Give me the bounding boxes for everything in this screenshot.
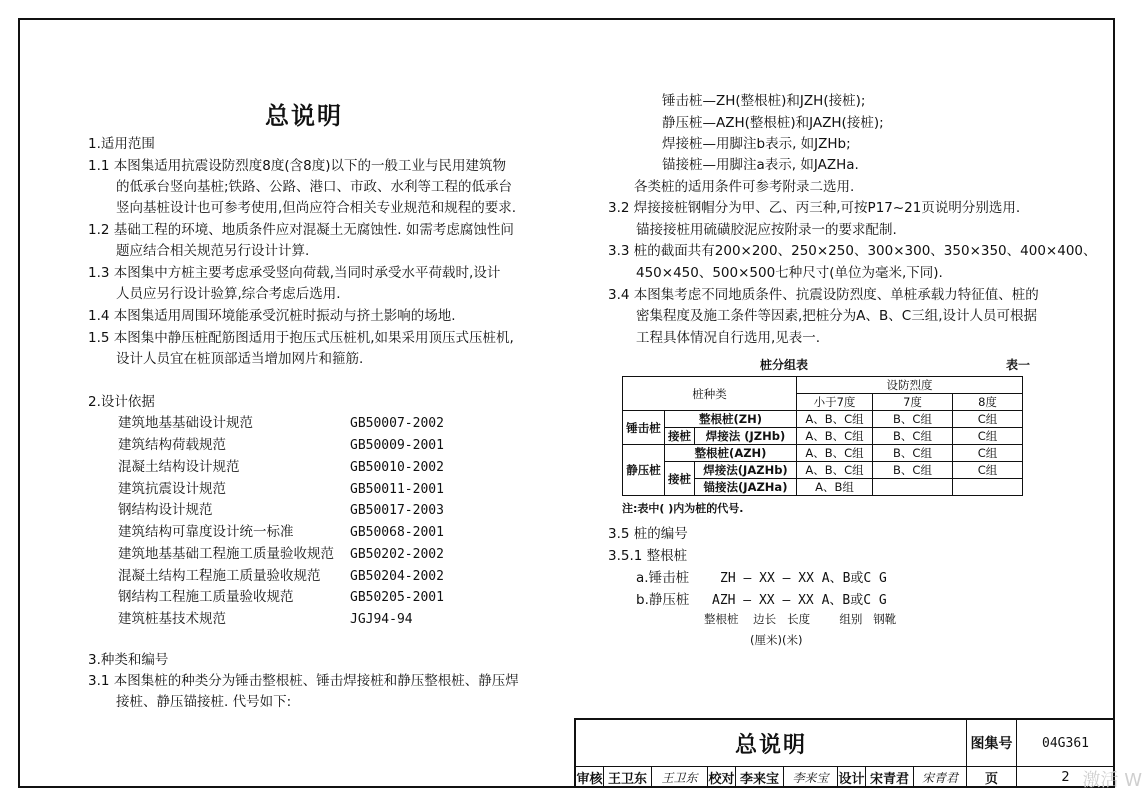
titleblock-title: 总说明 [576,720,967,767]
header-7: 7度 [873,394,953,411]
appendix-line: 各类桩的适用条件可参考附录二选用. [634,179,855,195]
header-8: 8度 [953,394,1023,411]
numbering-a-code: ZH — XX — XX A、B或C G [720,571,887,586]
review-label: 审核 [576,767,604,788]
design-name: 宋青君 [866,767,914,788]
clause-3-5: 3.5 桩的编号 [608,526,688,542]
cell: C组 [953,411,1023,428]
row-label: 整根桩(ZH) [665,411,797,428]
numbering-legend: 整根桩 边长 长度 组别 钢靴 [704,612,897,626]
section-1-line: 题应结合相关规范另行设计计算. [116,243,310,259]
activation-watermark: 激活 W [1082,770,1142,791]
section-3-line: 3.1 本图集桩的种类分为锤击整根桩、锤击焊接桩和静压整根桩、静压焊 [88,673,519,689]
title-block [574,718,1115,788]
check-label: 校对 [708,767,736,788]
clause-3-4: 3.4 本图集考虑不同地质条件、抗震设防烈度、单桩承载力特征值、桩的 [608,287,1039,303]
check-signature: 李来宝 [784,767,838,788]
page-title: 总说明 [265,102,343,130]
clause-3-4-cont: 密集程度及施工条件等因素,把桩分为A、B、C三组,设计人员可根据 [636,308,1038,324]
standard-name: 建筑桩基技术规范 [118,611,226,627]
numbering-b-label: b.静压桩 [636,592,690,608]
joint-label: 接桩 [665,462,695,496]
cell: B、C组 [873,462,953,479]
review-name: 王卫东 [604,767,652,788]
design-label: 设计 [838,767,866,788]
standard-name: 混凝土结构设计规范 [118,459,240,475]
numbering-a-label: a.锤击桩 [636,570,690,586]
page-label: 页 [967,767,1017,788]
row-label: 焊接法(JAZHb) [695,462,797,479]
cell: B、C组 [873,445,953,462]
section-1-line: 1.5 本图集中静压桩配筋图适用于抱压式压桩机,如果采用顶压式压桩机, [88,330,514,346]
section-2-heading: 2.设计依据 [88,394,155,410]
table-note: 注:表中( )内为桩的代号. [622,502,744,515]
design-signature: 宋青君 [914,767,967,788]
numbering-units: (厘米)(米) [750,633,803,647]
section-1-line: 的低承台竖向基桩;铁路、公路、港口、市政、水利等工程的低承台 [116,179,513,195]
standard-code: GB50202-2002 [350,547,444,562]
cell [953,479,1023,496]
cell: A、B、C组 [797,462,873,479]
standard-name: 混凝土结构工程施工质量验收规范 [118,568,321,584]
cell [873,479,953,496]
standard-code: GB50205-2001 [350,590,444,605]
review-signature: 王卫东 [652,767,708,788]
standard-name: 建筑地基基础设计规范 [118,415,253,431]
section-1-heading: 1.适用范围 [88,136,155,152]
header-intensity: 设防烈度 [797,377,1023,394]
header-lt7: 小于7度 [797,394,873,411]
code-line: 锤击桩—ZH(整根桩)和JZH(接桩); [662,93,866,109]
section-1-line: 1.3 本图集中方桩主要考虑承受竖向荷载,当同时承受水平荷载时,设计 [88,265,501,281]
cell: B、C组 [873,411,953,428]
section-3-heading: 3.种类和编号 [88,652,169,668]
standard-code: GB50010-2002 [350,460,444,475]
clause-3-2: 3.2 焊接接桩钢帽分为甲、乙、丙三种,可按P17~21页说明分别选用. [608,200,1021,216]
standard-name: 建筑抗震设计规范 [118,481,226,497]
standard-code: GB50204-2002 [350,569,444,584]
row-group-hammer: 锤击桩 [623,411,665,445]
standard-code: GB50068-2001 [350,525,444,540]
clause-3-2-cont: 锚接接桩用硫磺胶泥应按附录一的要求配制. [636,222,897,238]
row-label: 锚接法(JAZHa) [695,479,797,496]
check-name: 李来宝 [736,767,784,788]
cell: A、B、C组 [797,445,873,462]
standard-name: 建筑结构可靠度设计统一标准 [118,524,294,540]
cell: A、B组 [797,479,873,496]
clause-3-5-1: 3.5.1 整根桩 [608,548,688,564]
standard-code: GB50017-2003 [350,503,444,518]
clause-3-4-cont: 工程具体情况自行选用,见表一. [636,330,821,346]
joint-label: 接桩 [665,428,695,445]
clause-3-3: 3.3 桩的截面共有200×200、250×250、300×300、350×350、400×400、 [608,243,1097,259]
code-line: 焊接桩—用脚注b表示, 如JZHb; [662,136,851,152]
code-line: 锚接桩—用脚注a表示, 如JAZHa. [662,157,859,173]
standard-code: GB50009-2001 [350,438,444,453]
section-1-line: 设计人员宜在桩顶部适当增加网片和箍筋. [116,351,364,367]
standard-name: 建筑结构荷载规范 [118,437,226,453]
standard-name: 钢结构工程施工质量验收规范 [118,589,294,605]
table-number: 表一 [1006,358,1031,372]
section-1-line: 1.1 本图集适用抗震设防烈度8度(含8度)以下的一般工业与民用建筑物 [88,158,506,174]
page-number: 2 [1017,767,1115,788]
standard-code: GB50007-2002 [350,416,444,431]
table-title: 桩分组表 [760,358,809,372]
numbering-b-code: AZH — XX — XX A、B或C G [712,593,887,608]
cell: C组 [953,462,1023,479]
cell: C组 [953,428,1023,445]
row-group-static: 静压桩 [623,445,665,496]
section-1-line: 竖向基桩设计也可参考使用,但尚应符合相关专业规范和规程的要求. [116,200,517,216]
atlas-label: 图集号 [967,720,1017,767]
standard-code: GB50011-2001 [350,482,444,497]
cell: C组 [953,445,1023,462]
code-line: 静压桩—AZH(整根桩)和JAZH(接桩); [662,115,884,131]
atlas-number: 04G361 [1017,720,1115,767]
standard-code: JGJ94-94 [350,612,413,627]
section-1-line: 1.4 本图集适用周围环境能承受沉桩时振动与挤土影响的场地. [88,308,456,324]
section-1-line: 1.2 基础工程的环境、地质条件应对混凝土无腐蚀性. 如需考虑腐蚀性问 [88,222,514,238]
row-label: 整根桩(AZH) [665,445,797,462]
section-1-line: 人员应另行设计验算,综合考虑后选用. [116,286,341,302]
header-pile-kind: 桩种类 [623,377,797,411]
row-label: 焊接法 (JZHb) [695,428,797,445]
cell: A、B、C组 [797,411,873,428]
pile-group-table [622,376,1023,496]
clause-3-3-cont: 450×450、500×500七种尺寸(单位为毫米,下同). [636,265,943,281]
standard-name: 钢结构设计规范 [118,502,213,518]
cell: A、B、C组 [797,428,873,445]
standard-name: 建筑地基基础工程施工质量验收规范 [118,546,334,562]
cell: B、C组 [873,428,953,445]
section-3-line: 接桩、静压锚接桩. 代号如下: [116,694,292,710]
